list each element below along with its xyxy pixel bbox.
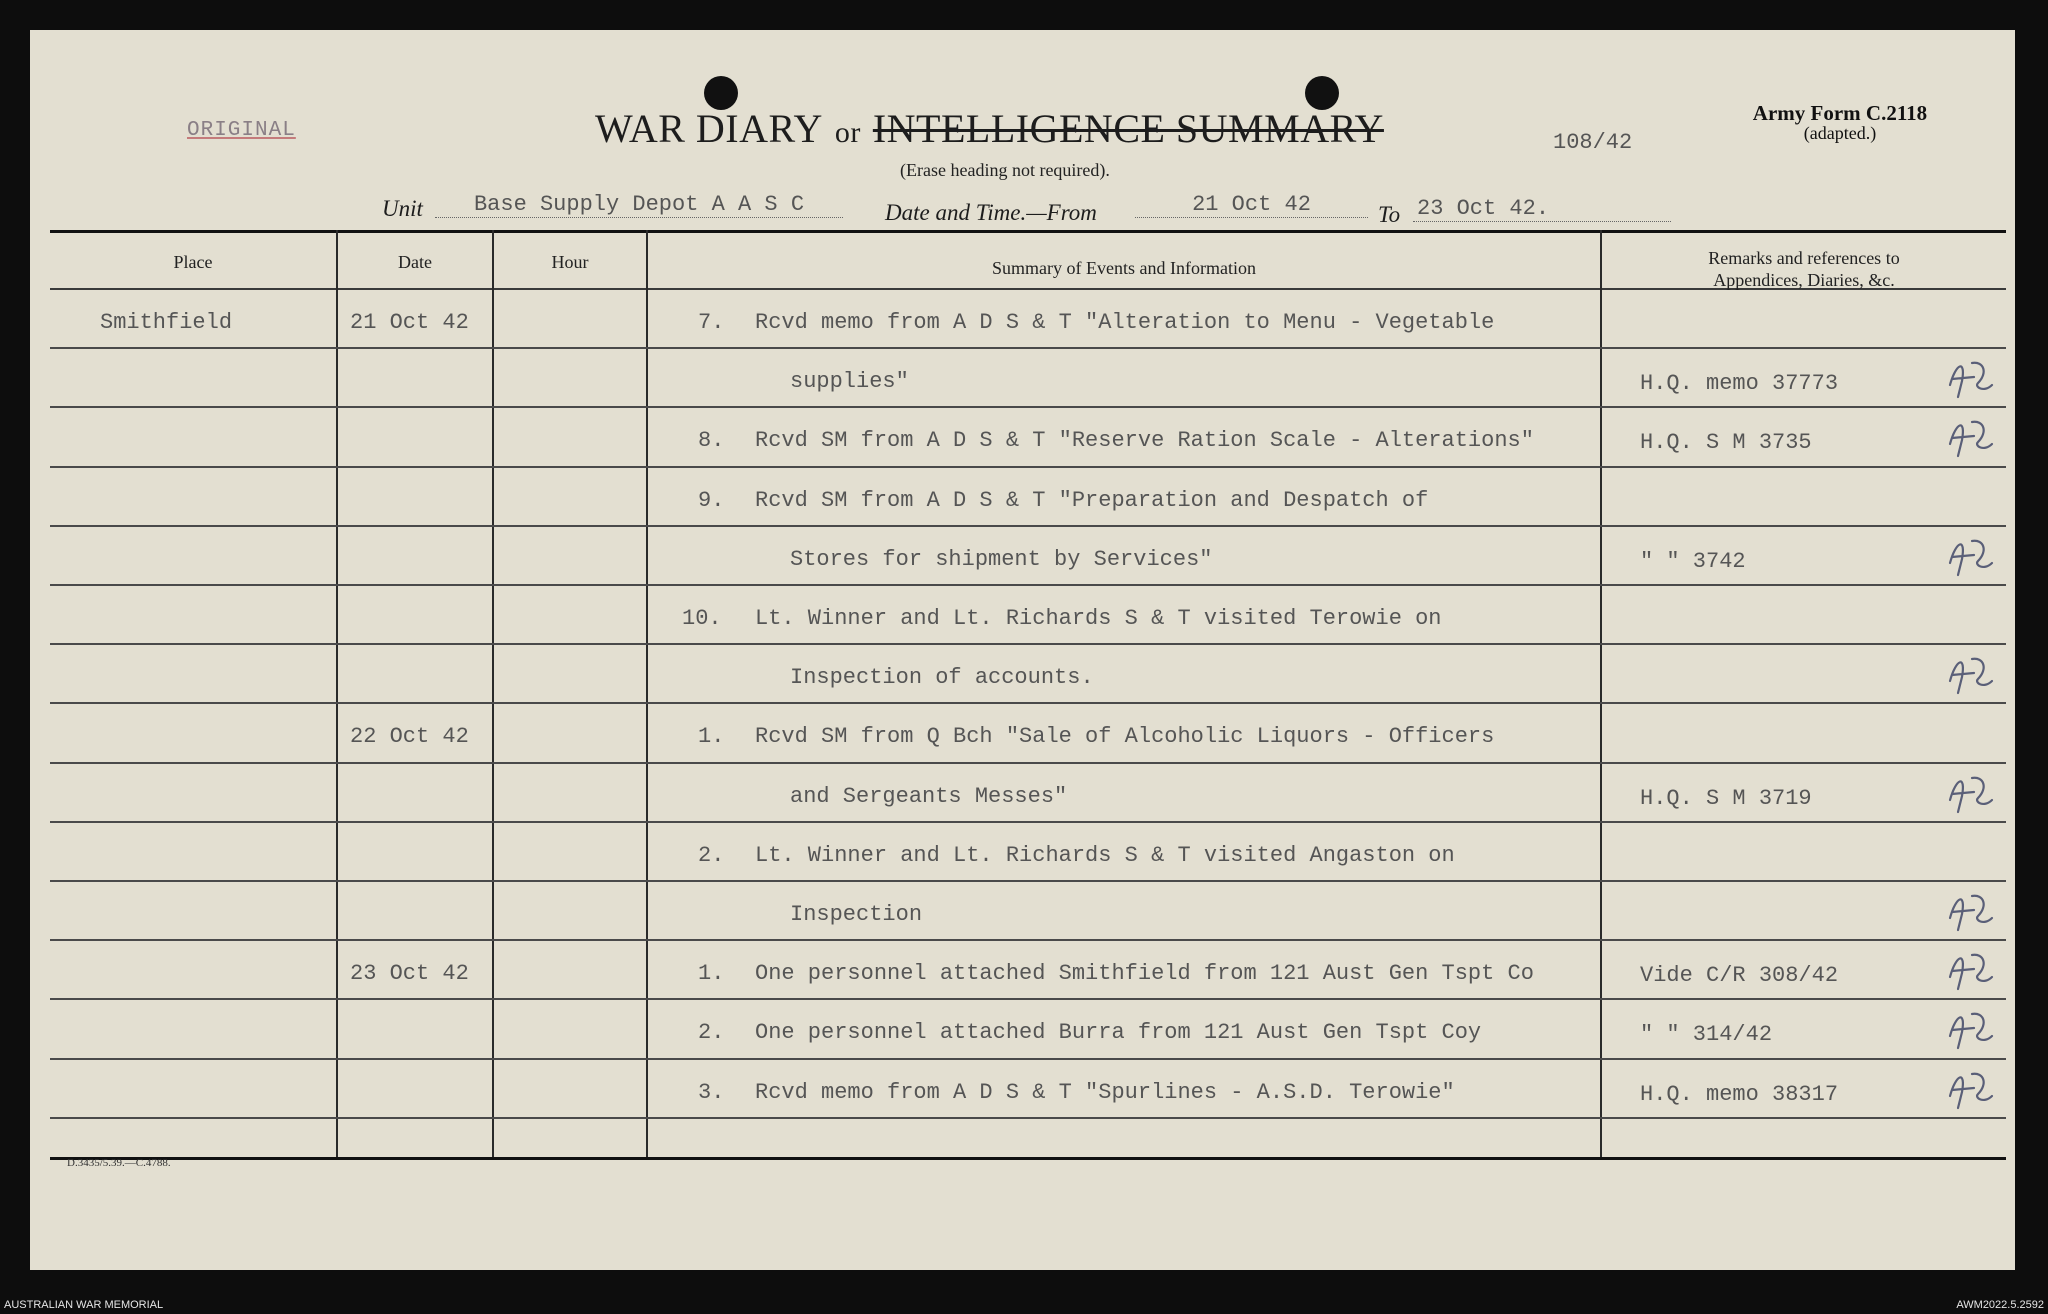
pencil-check-icon bbox=[1944, 1066, 1996, 1114]
row-remark: " " 3742 bbox=[1640, 548, 1746, 574]
unit-label: Unit bbox=[382, 196, 423, 221]
erase-note: (Erase heading not required). bbox=[900, 160, 1110, 180]
row-rule bbox=[50, 643, 2006, 645]
row-summary: Rcvd SM from A D S & T "Reserve Ration Scale - Alterations" bbox=[755, 428, 1534, 454]
diary-table bbox=[50, 230, 2006, 1160]
unit-value: Base Supply Depot A A S C bbox=[435, 192, 843, 218]
row-date: 21 Oct 42 bbox=[350, 310, 469, 335]
pencil-check-icon bbox=[1944, 1006, 1996, 1054]
row-summary: One personnel attached Burra from 121 Aust Gen Tspt Coy bbox=[755, 1020, 1482, 1046]
caption-right: AWM2022.5.2592 bbox=[1956, 1299, 2044, 1311]
title-main: WAR DIARY bbox=[595, 106, 823, 151]
row-rule bbox=[50, 584, 2006, 586]
pencil-check-icon bbox=[1944, 355, 1996, 403]
pencil-check-icon bbox=[1944, 651, 1996, 699]
col-summary: Summary of Events and Information bbox=[992, 258, 1256, 278]
army-form: Army Form C.2118 bbox=[1752, 101, 1928, 125]
row-rule bbox=[50, 1117, 2006, 1119]
form-print-code: D.3435/5.39.—C.4788. bbox=[67, 1157, 171, 1169]
row-summary: Stores for shipment by Services" bbox=[790, 546, 1213, 572]
to-value: 23 Oct 42. bbox=[1413, 196, 1671, 222]
row-summary: Rcvd SM from Q Bch "Sale of Alcoholic Liquors - Officers bbox=[755, 724, 1495, 750]
col-date: Date bbox=[398, 252, 432, 272]
row-summary: One personnel attached Smithfield from 121 Aust Gen Tspt Co bbox=[755, 961, 1534, 987]
row-summary: Rcvd SM from A D S & T "Preparation and Despatch of bbox=[755, 487, 1429, 513]
from-value: 21 Oct 42 bbox=[1135, 192, 1368, 218]
row-rule bbox=[50, 998, 2006, 1000]
to-label: To bbox=[1378, 202, 1401, 227]
row-summary: Rcvd memo from A D S & T "Alteration to Menu - Vegetable bbox=[755, 310, 1495, 335]
row-rule bbox=[50, 525, 2006, 527]
army-form-label bbox=[1680, 102, 2000, 143]
title-struck: INTELLIGENCE SUMMARY bbox=[872, 106, 1384, 151]
pencil-check-icon bbox=[1944, 888, 1996, 936]
row-number: 1. bbox=[698, 961, 725, 987]
row-summary: supplies" bbox=[790, 369, 909, 395]
row-number: 3. bbox=[698, 1079, 725, 1105]
date-label: Date and Time.—From bbox=[885, 200, 1097, 225]
row-rule bbox=[50, 939, 2006, 941]
caption-left: AUSTRALIAN WAR MEMORIAL bbox=[4, 1299, 164, 1311]
diary-page bbox=[30, 30, 2015, 1270]
pencil-check-icon bbox=[1944, 947, 1996, 995]
row-rule bbox=[50, 880, 2006, 882]
title-or: or bbox=[834, 116, 861, 149]
col-divider bbox=[336, 230, 338, 1160]
row-rule bbox=[50, 347, 2006, 349]
table-top-rule bbox=[50, 230, 2006, 233]
pencil-check-icon bbox=[1944, 414, 1996, 462]
reference-number: 108/42 bbox=[1553, 130, 1633, 155]
row-summary: Lt. Winner and Lt. Richards S & T visited Angaston on bbox=[755, 842, 1455, 868]
row-rule bbox=[50, 406, 2006, 408]
page-title bbox=[595, 105, 1384, 152]
row-summary: Rcvd memo from A D S & T "Spurlines - A.S.D. Terowie" bbox=[755, 1079, 1455, 1105]
row-remark: H.Q. S M 3735 bbox=[1640, 430, 1812, 456]
row-summary: Inspection of accounts. bbox=[790, 665, 1094, 691]
row-summary: and Sergeants Messes" bbox=[790, 783, 1068, 809]
col-remarks-1: Remarks and references to bbox=[1708, 248, 1900, 268]
row-remark: " " 314/42 bbox=[1640, 1022, 1773, 1048]
pencil-check-icon bbox=[1944, 770, 1996, 818]
row-summary: Lt. Winner and Lt. Richards S & T visited Terowie on bbox=[755, 606, 1442, 631]
col-divider bbox=[492, 230, 494, 1160]
col-hour: Hour bbox=[551, 252, 589, 272]
row-remark: H.Q. memo 37773 bbox=[1640, 371, 1839, 397]
row-remark: Vide C/R 308/42 bbox=[1640, 963, 1839, 989]
row-number: 7. bbox=[698, 310, 725, 335]
row-number: 1. bbox=[698, 724, 725, 750]
row-rule bbox=[50, 762, 2006, 764]
table-bottom-rule bbox=[50, 1157, 2006, 1160]
row-date: 23 Oct 42 bbox=[350, 961, 469, 987]
row-rule bbox=[50, 702, 2006, 704]
row-number: 10. bbox=[682, 606, 722, 631]
row-remark: H.Q. memo 38317 bbox=[1640, 1081, 1839, 1107]
row-place: Smithfield bbox=[100, 310, 233, 335]
col-place: Place bbox=[173, 252, 213, 272]
row-number: 2. bbox=[698, 1020, 725, 1046]
row-rule bbox=[50, 466, 2006, 468]
row-rule bbox=[50, 1058, 2006, 1060]
row-number: 8. bbox=[698, 428, 725, 454]
row-rule bbox=[50, 821, 2006, 823]
pencil-check-icon bbox=[1944, 533, 1996, 581]
col-divider bbox=[646, 230, 648, 1160]
original-stamp: ORIGINAL bbox=[187, 119, 296, 142]
col-remarks-2: Appendices, Diaries, &c. bbox=[1713, 270, 1895, 290]
row-number: 9. bbox=[698, 487, 725, 513]
row-number: 2. bbox=[698, 842, 725, 868]
army-form-sub: (adapted.) bbox=[1803, 123, 1877, 144]
row-remark: H.Q. S M 3719 bbox=[1640, 785, 1812, 811]
col-divider bbox=[1600, 230, 1602, 1160]
row-summary: Inspection bbox=[790, 902, 923, 927]
row-date: 22 Oct 42 bbox=[350, 724, 469, 750]
